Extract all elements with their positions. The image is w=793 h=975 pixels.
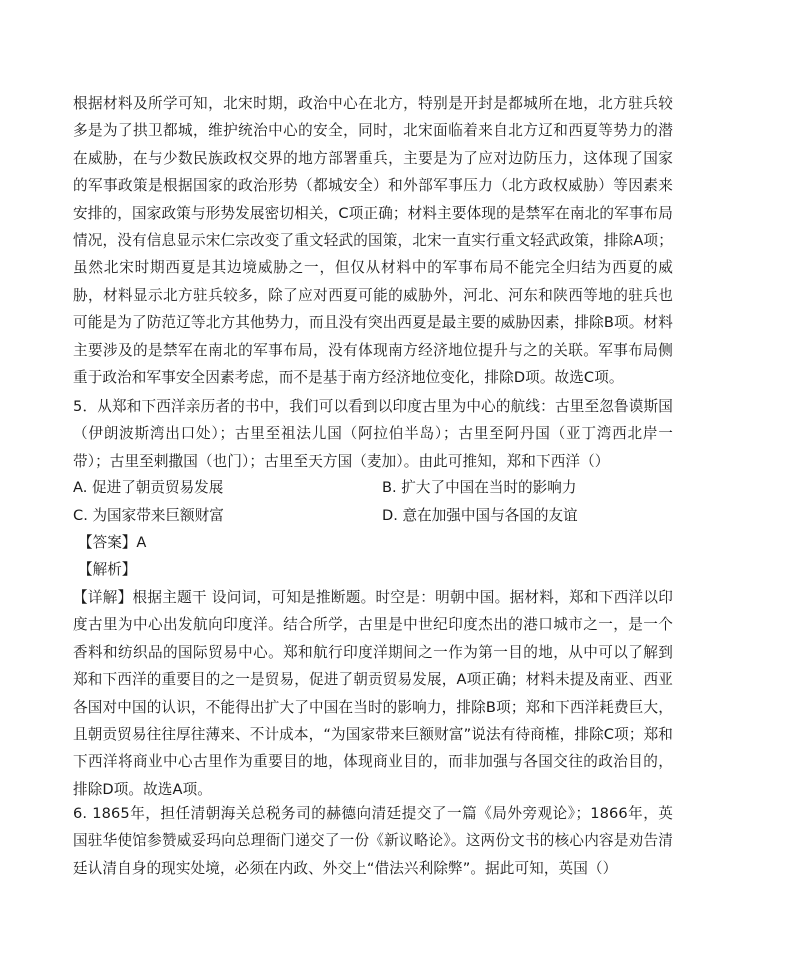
q5-option-b: B. 扩大了中国在当时的影响力 [382,479,577,496]
q5-answer: 【答案】A [78,534,147,551]
q5-detail-paragraph: 【详解】根据主题干 设问词，可知是推断题。时空是：明朝中国。据材料，郑和下西洋以印度古里为中心出发航向印度洋。结合所学，古里是中世纪印度杰出的港口城市之一，是一个香料和纺织品的国际贸易中心。郑和航行印度洋期间之一作为第一目的地，从中可以了解到郑和下西洋的重要目的之一是贸易，促进了朝贡贸易发展，A项正确；材料未提及南亚、西亚各国对中国的认识，不能得出扩大了中国在当时的影响力，排除B项；郑和下西洋耗费巨大，且朝贡贸易往往厚往薄来、不计成本，“为国家带来巨额财富”说法有待商榷，排除C项；郑和下西洋将商业中心古里作为重要目的地，体现商业目的，而非加强与各国交往的政治目的，排除D项。故选A项。 [73,589,673,798]
q5-stem: 5．从郑和下西洋亲历者的书中，我们可以看到以印度古里为中心的航线：古里至忽鲁谟斯国（伊朗波斯湾出口处）；古里至祖法儿国（阿拉伯半岛）；古里至阿丹国（亚丁湾西北岸一带）；古里至剌撒国（也门）；古里至天方国（麦加）。由此可推知，郑和下西洋（） [73,398,673,470]
q6-stem: 6. 1865年，担任清朝海关总税务司的赫德向清廷提交了一篇《局外旁观论》；1866年，英国驻华使馆参赞威妥玛向总理衙门递交了一份《新议略论》。这两份文书的核心内容是劝告清廷认清自身的现实处境，必须在内政、外交上“借法兴利除弊”。据此可知，英国（） [73,805,673,877]
q5-option-d: D. 意在加强中国与各国的友谊 [382,507,578,524]
q4-analysis-paragraph: 根据材料及所学可知，北宋时期，政治中心在北方，特别是开封是都城所在地，北方驻兵较多是为了拱卫都城，维护统治中心的安全，同时，北宋面临着来自北方辽和西夏等势力的潜在威胁，在与少数民族政权交界的地方部署重兵，主要是为了应对边防压力，这体现了国家的军事政策是根据国家的政治形势（都城安全）和外部军事压力（北方政权威胁）等因素来安排的，国家政策与形势发展密切相关，C项正确；材料主要体现的是禁军在南北的军事布局情况，没有信息显示宋仁宗改变了重文轻武的国策，北宋一直实行重文轻武政策，排除A项；虽然北宋时期西夏是其边境威胁之一，但仅从材料中的军事布局不能完全归结为西夏的威胁，材料显示北方驻兵较多，除了应对西夏可能的威胁外，河北、河东和陕西等地的驻兵也可能是为了防范辽等北方其他势力，而且没有突出西夏是最主要的威胁因素，排除B项。材料主要涉及的是禁军在南北的军事布局，没有体现南方经济地位提升与之的关联。军事布局侧重于政治和军事安全因素考虑，而不是基于南方经济地位变化，排除D项。故选C项。 [73,95,673,387]
q5-option-a: A. 促进了朝贡贸易发展 [73,479,224,496]
q5-option-c: C. 为国家带来巨额财富 [73,507,224,524]
q5-analysis-label: 【解析】 [78,561,137,578]
